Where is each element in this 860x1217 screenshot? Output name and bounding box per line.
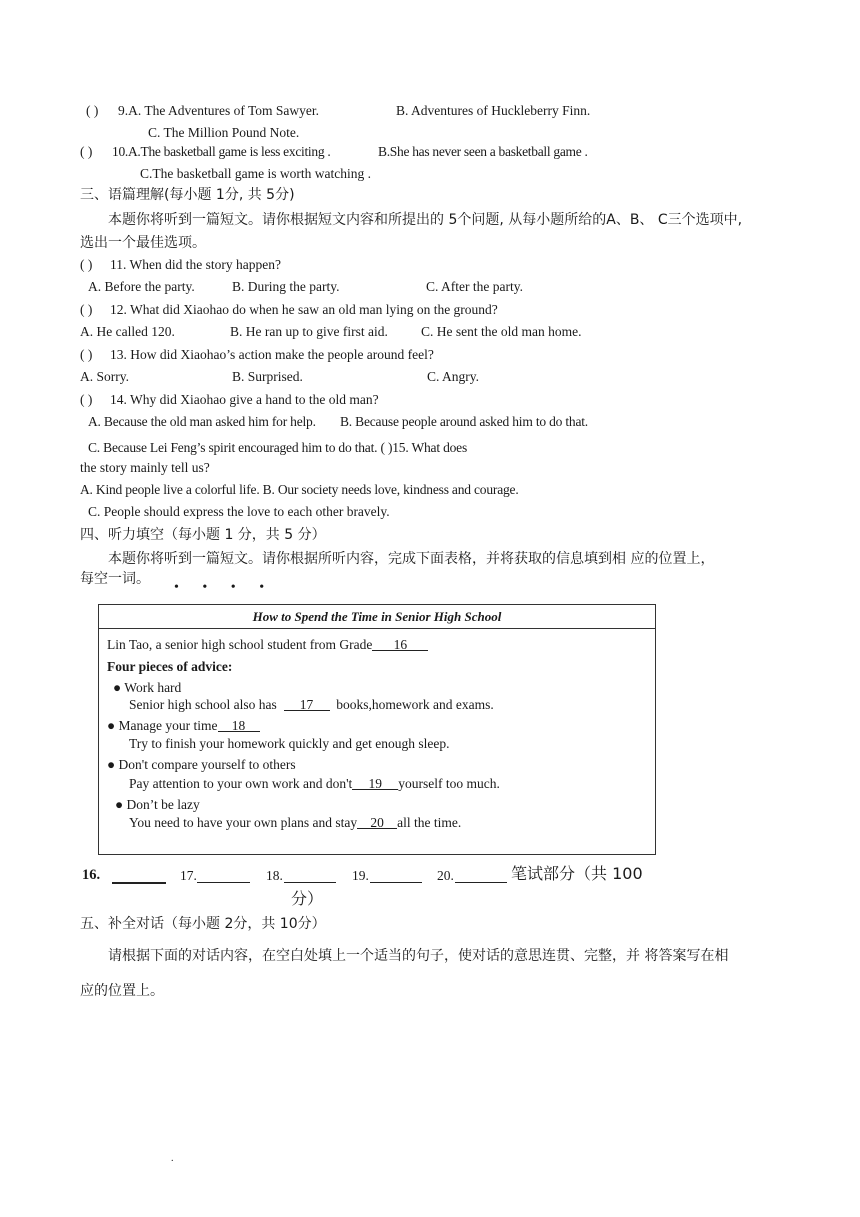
table-item-2-head: ● Manage your time	[107, 718, 218, 733]
table-blank-16: 16	[372, 636, 428, 651]
section-3-instruction-1: 本题你将听到一篇短文。请你根据短文内容和所提出的 5个问题, 从每小题所给的A、B、 C三个选项中,	[108, 212, 743, 228]
answer-label-20: 20.	[437, 868, 454, 883]
table-item-1-text-before: Senior high school also has	[129, 697, 277, 712]
q12-option-a: A. He called 120.	[80, 324, 175, 339]
footer-dot: .	[171, 1153, 174, 1164]
section-5-instruction-1: 请根据下面的对话内容，在空白处填上一个适当的句子，使对话的意思连贯、完整，并 将答案写在相	[108, 948, 729, 964]
q12-answer-paren: ( )	[80, 302, 93, 317]
answer-blank-19[interactable]	[370, 868, 422, 883]
table-item-4-text-before: You need to have your own plans and stay	[129, 815, 358, 830]
table-item-3-body	[129, 775, 500, 793]
q9-option-a: 9.A. The Adventures of Tom Sawyer.	[118, 103, 320, 118]
answer-label-17: 17.	[180, 868, 197, 883]
q11-answer-paren: ( )	[80, 257, 93, 272]
answer-label-16: 16.	[82, 867, 101, 883]
q9-answer-paren: ( )	[86, 103, 99, 118]
table-item-1-head: ● Work hard	[113, 680, 182, 695]
emphasis-dots: • • • •	[174, 580, 275, 595]
table-item-2-head-line	[107, 717, 260, 735]
table-blank-18: 18	[218, 717, 260, 732]
q14-question: 14. Why did Xiaohao give a hand to the old man?	[110, 392, 379, 407]
table-item-4-head: ● Don’t be lazy	[115, 797, 200, 812]
section-3-instruction-2: 选出一个最佳选项。	[80, 235, 206, 251]
q14-answer-paren: ( )	[80, 392, 93, 407]
table-item-3-text-after: yourself too much.	[398, 776, 500, 791]
q12-question: 12. What did Xiaohao do when he saw an old man lying on the ground?	[110, 302, 498, 317]
q10-option-a: 10.A.The basketball game is less exciting .	[112, 144, 331, 159]
answer-blank-20[interactable]	[455, 868, 507, 883]
q15-question-continued: the story mainly tell us?	[80, 460, 210, 475]
table-blank-17: 17	[284, 696, 330, 711]
q12-option-c: C. He sent the old man home.	[421, 324, 582, 339]
q13-question: 13. How did Xiaohao’s action make the people around feel?	[110, 347, 434, 362]
q11-option-c: C. After the party.	[426, 279, 523, 294]
section-4-instruction-1: 本题你将听到一篇短文。请你根据所听内容，完成下面表格，并将获取的信息填到相 应的位置上，	[108, 551, 715, 567]
q15-options-ab: A. Kind people live a colorful life. B. Our society needs love, kindness and courage.	[80, 482, 519, 497]
table-advice-label: Four pieces of advice:	[107, 659, 233, 674]
table-intro-text: Lin Tao, a senior high school student from Grade	[107, 637, 373, 652]
q14-option-b: B. Because people around asked him to do that.	[340, 414, 588, 429]
section-3-heading: 三、语篇理解(每小题 1分, 共 5分)	[80, 187, 295, 203]
q14-option-a: A. Because the old man asked him for help.	[88, 414, 316, 429]
q10-option-b: B.She has never seen a basketball game .	[378, 144, 588, 159]
answer-blank-18[interactable]	[284, 868, 336, 883]
q13-option-c: C. Angry.	[427, 369, 480, 384]
q9-option-b: B. Adventures of Huckleberry Finn.	[396, 103, 591, 118]
q11-option-a: A. Before the party.	[88, 279, 195, 294]
q15-option-c: C. People should express the love to each other bravely.	[88, 504, 390, 519]
answer-label-19: 19.	[352, 868, 369, 883]
q9-option-c: C. The Million Pound Note.	[148, 125, 300, 140]
q11-question: 11. When did the story happen?	[110, 257, 281, 272]
table-item-1-body	[129, 696, 494, 714]
q10-option-c: C.The basketball game is worth watching .	[140, 166, 371, 181]
section-4-heading: 四、听力填空（每小题 1 分，共 5 分）	[80, 527, 326, 543]
advice-table	[98, 604, 656, 855]
written-part-heading: 笔试部分（共 100	[511, 864, 643, 883]
answer-blank-17[interactable]	[197, 868, 250, 883]
q13-option-b: B. Surprised.	[232, 369, 303, 384]
q14-option-c: C. Because Lei Feng’s spirit encouraged him to do that. ( )15. What does	[88, 440, 468, 455]
table-item-2-body: Try to finish your homework quickly and get enough sleep.	[129, 736, 450, 751]
q13-option-a: A. Sorry.	[80, 369, 129, 384]
table-blank-20: 20	[357, 814, 397, 829]
table-title: How to Spend the Time in Senior High School	[99, 605, 655, 629]
answer-blank-16[interactable]	[112, 868, 166, 884]
table-item-4-text-after: all the time.	[397, 815, 462, 830]
table-intro-line	[107, 636, 428, 654]
q10-answer-paren: ( )	[80, 144, 93, 159]
table-item-4-body	[129, 814, 461, 832]
q11-option-b: B. During the party.	[232, 279, 340, 294]
table-blank-19: 19	[352, 775, 398, 790]
answer-label-18: 18.	[266, 868, 283, 883]
table-item-3-head: ● Don't compare yourself to others	[107, 757, 296, 772]
table-item-3-text-before: Pay attention to your own work and don't	[129, 776, 353, 791]
q13-answer-paren: ( )	[80, 347, 93, 362]
section-5-heading: 五、补全对话（每小题 2分，共 10分）	[80, 916, 326, 932]
written-part-heading-continued: 分）	[291, 889, 324, 908]
q12-option-b: B. He ran up to give first aid.	[230, 324, 388, 339]
section-4-instruction-2: 每空一词。	[80, 571, 150, 587]
section-5-instruction-2: 应的位置上。	[80, 983, 164, 999]
table-item-1-text-after: books,homework and exams.	[336, 697, 494, 712]
